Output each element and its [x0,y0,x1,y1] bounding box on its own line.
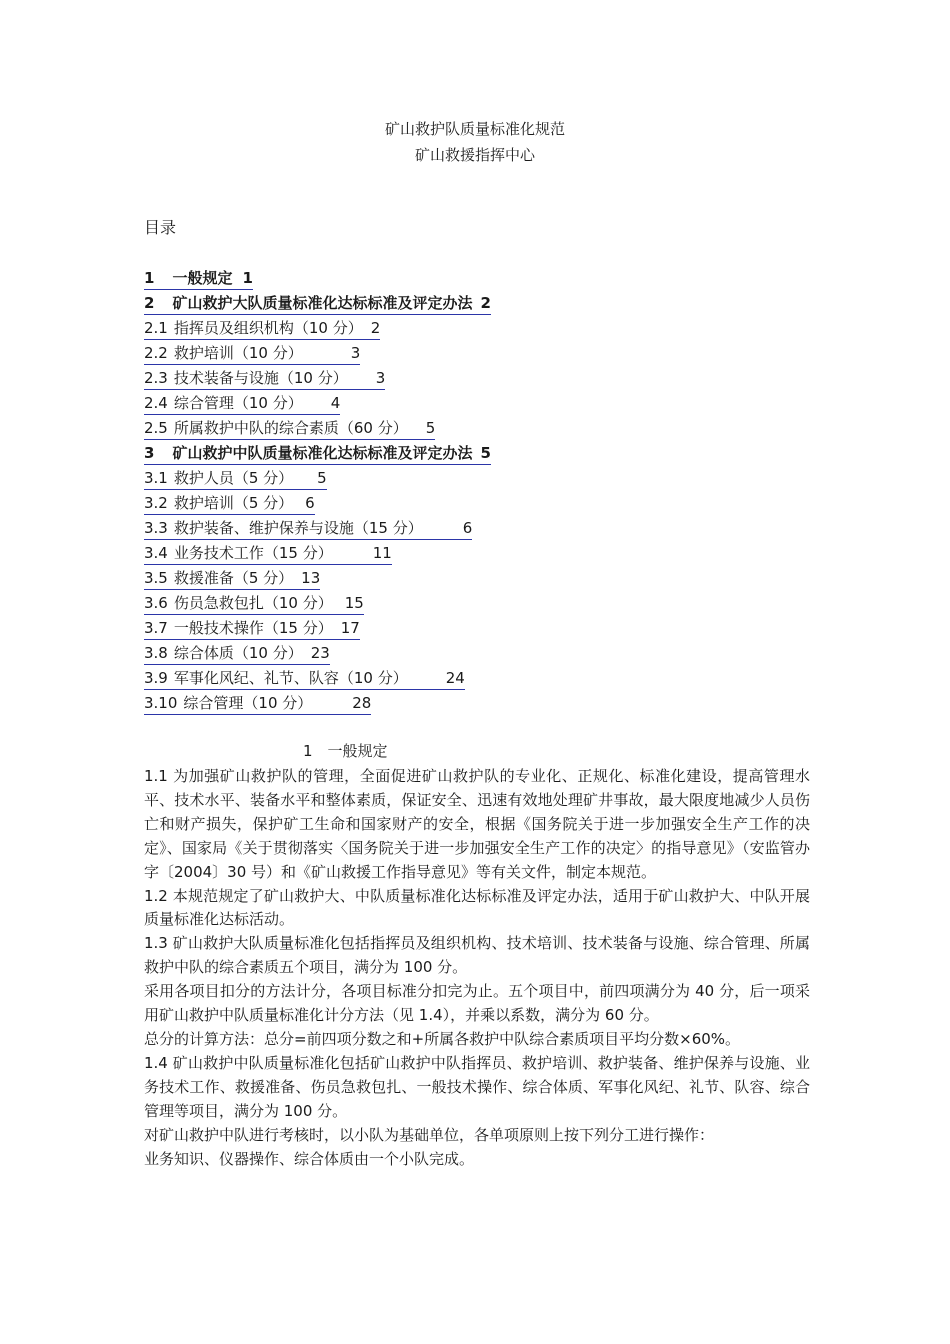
toc-link[interactable] [144,468,327,490]
toc-text: 一般规定 [172,269,233,287]
toc-text: 综合管理（10 分） [173,394,303,412]
toc-number: 2.1 [144,319,168,337]
toc-page-number: 6 [462,519,473,537]
toc-text: 矿山救护中队质量标准化达标标准及评定办法 [172,444,473,462]
toc-text: 综合管理（10 分） [183,694,313,712]
toc-number: 2.4 [144,394,168,412]
document-title: 矿山救护队质量标准化规范 [384,120,565,138]
toc-page-number: 1 [242,269,253,287]
toc-number: 3.9 [144,669,168,687]
toc-number: 2.3 [144,369,168,387]
toc-number: 2.5 [144,419,168,437]
paragraph: 1.4 矿山救护中队质量标准化包括矿山救护中队指挥员、救护培训、救护装备、维护保养与设施、业务技术工作、救援准备、伤员急救包扎、一般技术操作、综合体质、军事化风纪、礼节、队容、综合管理等项目，满分为 100 分。 [144,1053,810,1120]
paragraph: 采用各项目扣分的方法计分，各项目标准分扣完为止。五个项目中，前四项满分为 40 分，后一项采用矿山救护中队质量标准化计分方法（见 1.4），并乘以系数，满分为 60 分。 [144,982,810,1025]
toc-number: 3.3 [144,519,168,537]
paragraph: 对矿山救护中队进行考核时，以小队为基础单位，各单项原则上按下列分工进行操作： [144,1125,715,1144]
document-subtitle: 矿山救援指挥中心 [414,146,535,164]
paragraph: 1.3 矿山救护大队质量标准化包括指挥员及组织机构、技术培训、技术装备与设施、综合管理、所属救护中队的综合素质五个项目，满分为 100 分。 [144,934,810,977]
toc-link[interactable] [144,293,491,315]
toc-page-number: 5 [317,469,327,487]
toc-page-number: 23 [310,644,330,662]
toc-page-number: 3 [375,369,386,387]
toc-number: 2.2 [144,344,168,362]
toc-number: 3.5 [144,569,168,587]
toc-item [144,592,491,617]
toc-page-number: 11 [372,544,392,562]
toc-text: 矿山救护大队质量标准化达标标准及评定办法 [172,294,473,312]
toc-item [144,517,491,542]
toc-link[interactable] [144,593,364,615]
toc-page-number: 15 [344,594,364,612]
toc-link[interactable] [144,543,392,565]
toc-item [144,542,491,567]
toc-page-number: 6 [305,494,315,512]
toc-page-number: 28 [352,694,372,712]
toc-text: 业务技术工作（15 分） [173,544,333,562]
toc-link[interactable] [144,343,360,365]
toc-number: 3.1 [144,469,168,487]
toc-item [144,492,491,517]
toc-number: 1 [144,269,155,287]
toc-link[interactable] [144,443,491,465]
toc-link[interactable] [144,418,435,440]
toc-text: 一般技术操作（15 分） [173,619,333,637]
toc-item [144,667,491,692]
toc-text: 伤员急救包扎（10 分） [173,594,333,612]
toc-item [144,692,491,717]
toc-page-number: 13 [301,569,321,587]
toc-item [144,292,491,317]
toc-page-number: 2 [370,319,381,337]
toc-item [144,642,491,667]
table-of-contents [144,267,491,717]
toc-number: 3 [144,444,155,462]
toc-text: 综合体质（10 分） [173,644,303,662]
section-body [144,765,810,1171]
toc-link[interactable] [144,268,253,290]
toc-number: 3.4 [144,544,168,562]
toc-page-number: 17 [340,619,360,637]
paragraph: 1.1 为加强矿山救护队的管理，全面促进矿山救护队的专业化、正规化、标准化建设，提高管理水平、技术水平、装备水平和整体素质，保证安全、迅速有效地处理矿井事故，最大限度地减少人员伤亡和财产损失，保护矿工生命和国家财产的安全，根据《国务院关于进一步加强安全生产工作的决定》、国家局《关于贯彻落实〈国务院关于进一步加强安全生产工作的决定〉的指导意见》（安监管办字〔2004〕30 号）和《矿山救援工作指导意见》等有关文件，制定本规范。 [144,767,810,881]
paragraph: 1.2 本规范规定了矿山救护大、中队质量标准化达标标准及评定办法，适用于矿山救护大、中队开展质量标准化达标活动。 [144,886,810,929]
toc-link[interactable] [144,493,315,515]
toc-item [144,417,491,442]
toc-page-number: 24 [445,669,465,687]
toc-link[interactable] [144,518,472,540]
toc-number: 2 [144,294,155,312]
toc-item [144,317,491,342]
toc-text: 救护培训（5 分） [173,494,294,512]
toc-number: 3.7 [144,619,168,637]
toc-link[interactable] [144,318,380,340]
toc-link[interactable] [144,568,320,590]
toc-number: 3.10 [144,694,178,712]
toc-item [144,617,491,642]
toc-link[interactable] [144,368,385,390]
toc-text: 技术装备与设施（10 分） [173,369,348,387]
paragraph: 总分的计算方法：总分=前四项分数之和+所属各救护中队综合素质项目平均分数×60%。 [144,1029,741,1048]
toc-link[interactable] [144,693,371,715]
toc-text: 救援准备（5 分） [173,569,294,587]
toc-item [144,267,491,292]
toc-link[interactable] [144,618,360,640]
toc-link[interactable] [144,668,465,690]
toc-text: 救护培训（10 分） [173,344,303,362]
toc-page-number: 2 [480,294,491,312]
toc-text: 军事化风纪、礼节、队容（10 分） [173,669,408,687]
toc-item [144,342,491,367]
toc-heading: 目录 [144,218,177,237]
toc-text: 救护人员（5 分） [173,469,294,487]
toc-page-number: 5 [425,419,436,437]
toc-link[interactable] [144,643,330,665]
section-heading: 1 一般规定 [303,742,388,760]
toc-number: 3.2 [144,494,168,512]
toc-page-number: 5 [480,444,491,462]
toc-text: 指挥员及组织机构（10 分） [173,319,363,337]
toc-item [144,442,491,467]
toc-item [144,567,491,592]
toc-item [144,467,491,492]
toc-text: 所属救护中队的综合素质（60 分） [173,419,408,437]
toc-number: 3.6 [144,594,168,612]
toc-item [144,392,491,417]
toc-text: 救护装备、维护保养与设施（15 分） [173,519,423,537]
toc-link[interactable] [144,393,340,415]
toc-item [144,367,491,392]
toc-page-number: 4 [330,394,341,412]
toc-number: 3.8 [144,644,168,662]
paragraph: 业务知识、仪器操作、综合体质由一个小队完成。 [144,1149,475,1168]
toc-page-number: 3 [350,344,361,362]
